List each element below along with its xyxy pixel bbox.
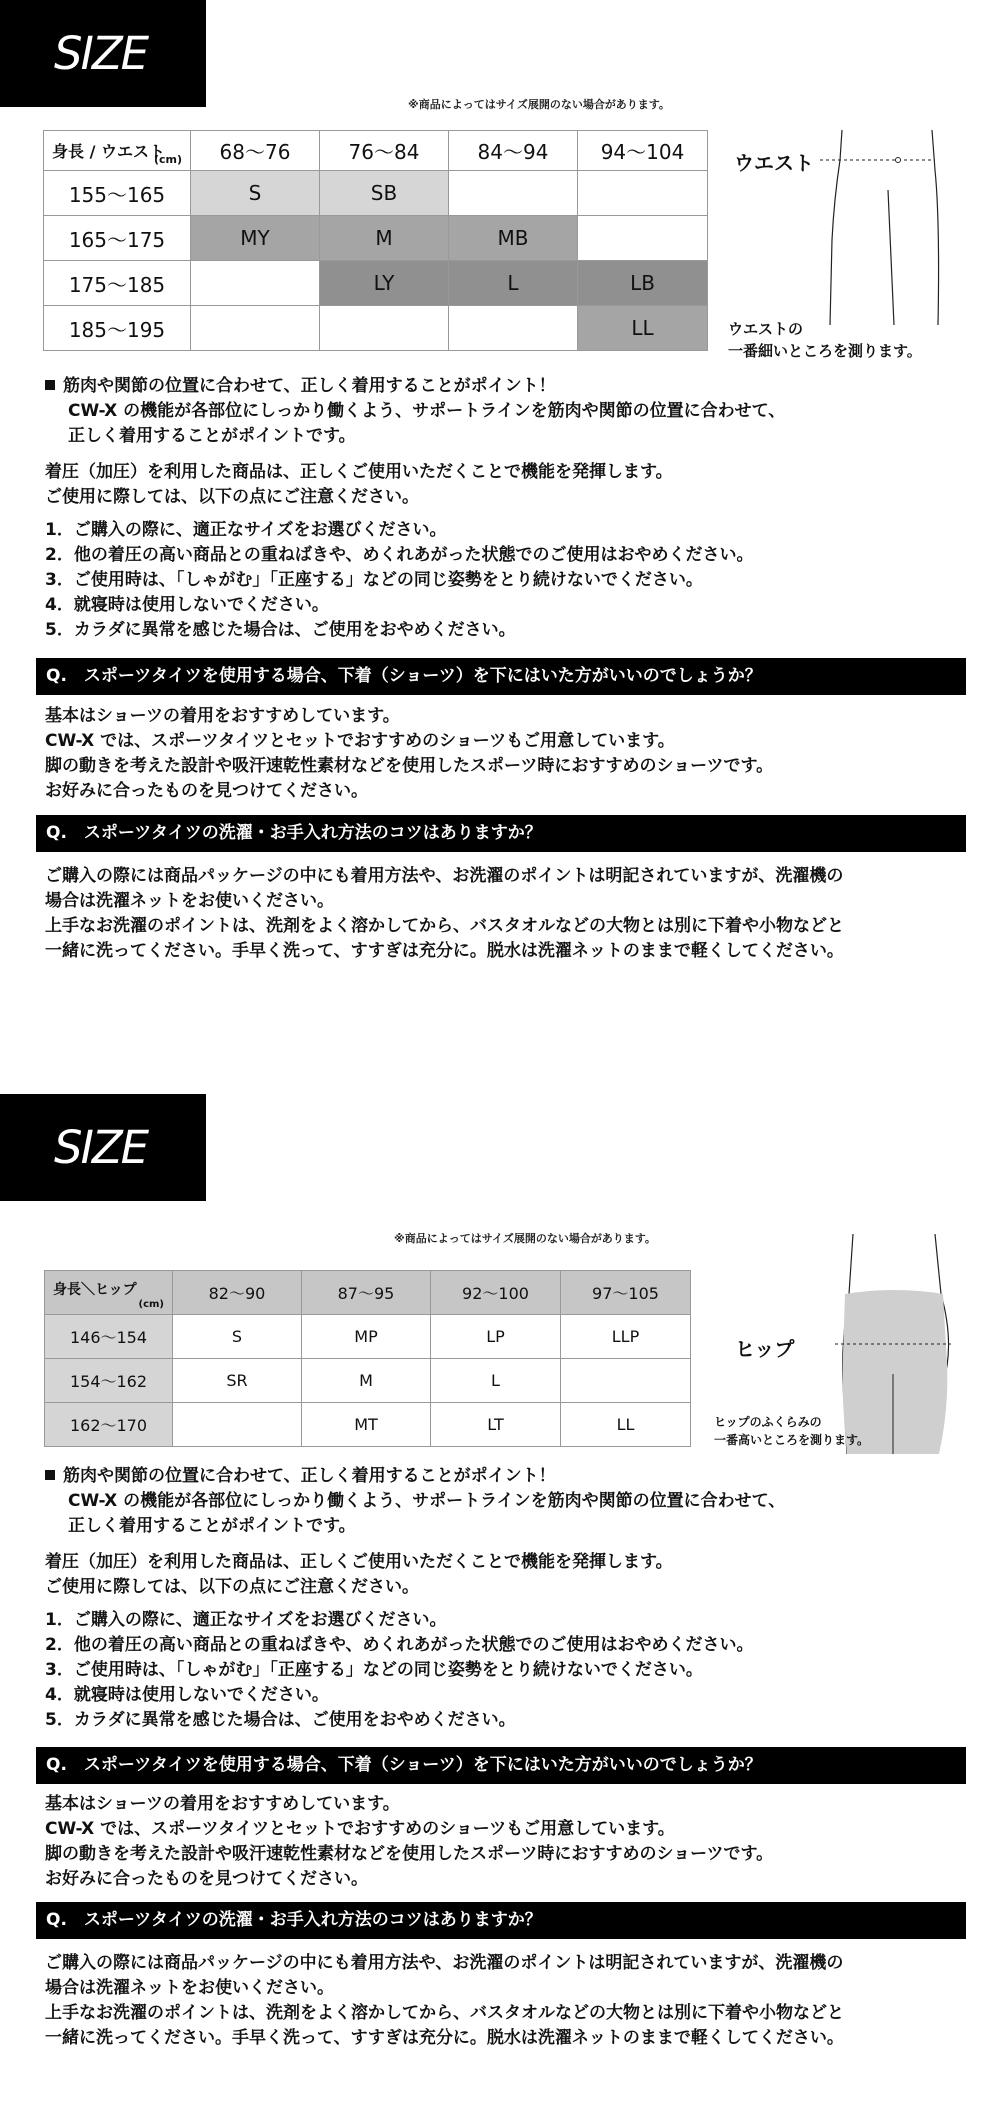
table-row bbox=[44, 261, 708, 306]
answer-text: ご購入の際には商品パッケージの中にも着用方法や、お洗濯のポイントは明記されていますが、洗濯機の bbox=[45, 1953, 844, 1973]
pressure-text: 着圧（加圧）を利用した商品は、正しくご使用いただくことで機能を発揮します。 bbox=[45, 1552, 673, 1572]
table-header-row bbox=[44, 131, 708, 171]
row-header: 162〜170 bbox=[45, 1403, 173, 1447]
row-header: 155〜165 bbox=[44, 171, 191, 216]
size-cell: LB bbox=[578, 261, 708, 306]
answer-text: ご購入の際には商品パッケージの中にも着用方法や、お洗濯のポイントは明記されていますが、洗濯機の bbox=[45, 866, 844, 886]
column-header: 82〜90 bbox=[173, 1271, 302, 1315]
question-bar: Q. スポーツタイツの洗濯・お手入れ方法のコツはありますか？ bbox=[36, 815, 966, 852]
answer-text: CW-X では、スポーツタイツとセットでおすすめのショーツもご用意しています。 bbox=[45, 731, 675, 751]
answer-text: お好みに合ったものを見つけてください。 bbox=[45, 1869, 368, 1889]
corner-label: 身長 / ウエスト bbox=[52, 142, 165, 161]
caution-item: 3．ご使用時は、「しゃがむ」「正座する」などの同じ姿勢をとり続けないでください。 bbox=[45, 570, 703, 590]
answer-text: 場合は洗濯ネットをお使いください。 bbox=[45, 1978, 334, 1998]
table-corner bbox=[45, 1271, 173, 1315]
size-cell bbox=[191, 306, 320, 351]
table-row bbox=[45, 1403, 691, 1447]
corner-label: 身長＼ヒップ bbox=[53, 1282, 137, 1298]
caution-item: 5．カラダに異常を感じた場合は、ご使用をおやめください。 bbox=[45, 620, 516, 640]
size-cell: LL bbox=[561, 1403, 691, 1447]
size-cell: S bbox=[191, 171, 320, 216]
size-cell: L bbox=[449, 261, 578, 306]
column-header: 68〜76 bbox=[191, 131, 320, 171]
row-header: 154〜162 bbox=[45, 1359, 173, 1403]
size-cell: SR bbox=[173, 1359, 302, 1403]
corner-unit: (cm) bbox=[153, 153, 182, 166]
answer-text: 基本はショーツの着用をおすすめしています。 bbox=[45, 706, 400, 726]
caution-item: 1．ご購入の際に、適正なサイズをお選びください。 bbox=[45, 520, 447, 540]
table-row bbox=[44, 306, 708, 351]
row-header: 175〜185 bbox=[44, 261, 191, 306]
column-header: 97〜105 bbox=[561, 1271, 691, 1315]
size-band: SIZE bbox=[0, 1094, 206, 1201]
table-row bbox=[45, 1315, 691, 1359]
caution-item: 3．ご使用時は、「しゃがむ」「正座する」などの同じ姿勢をとり続けないでください。 bbox=[45, 1660, 703, 1680]
hip-size-table bbox=[44, 1270, 691, 1447]
point-text: CW-X の機能が各部位にしっかり働くよう、サポートラインを筋肉や関節の位置に合わせて、 bbox=[68, 1491, 786, 1511]
waist-size-section bbox=[0, 0, 1000, 1010]
availability-note: ※商品によってはサイズ展開のない場合があります。 bbox=[408, 98, 670, 111]
table-row bbox=[44, 171, 708, 216]
size-cell: L bbox=[431, 1359, 561, 1403]
question-bar: Q. スポーツタイツの洗濯・お手入れ方法のコツはありますか？ bbox=[36, 1902, 966, 1939]
answer-text: 脚の動きを考えた設計や吸汗速乾性素材などを使用したスポーツ時におすすめのショーツです。 bbox=[45, 1844, 774, 1864]
column-header: 76〜84 bbox=[320, 131, 449, 171]
size-cell: MY bbox=[191, 216, 320, 261]
size-cell: LP bbox=[431, 1315, 561, 1359]
size-cell: LL bbox=[578, 306, 708, 351]
table-header-row bbox=[45, 1271, 691, 1315]
size-cell: LLP bbox=[561, 1315, 691, 1359]
waist-size-table bbox=[43, 130, 708, 351]
column-header: 87〜95 bbox=[302, 1271, 431, 1315]
caution-item: 2．他の着圧の高い商品との重ねばきや、めくれあがった状態でのご使用はおやめください。 bbox=[45, 545, 754, 565]
corner-unit: (cm) bbox=[138, 1299, 164, 1310]
row-header: 146〜154 bbox=[45, 1315, 173, 1359]
size-cell: MB bbox=[449, 216, 578, 261]
size-cell: LY bbox=[320, 261, 449, 306]
question-bar: Q. スポーツタイツを使用する場合、下着（ショーツ）を下にはいた方がいいのでしょうか？ bbox=[36, 1747, 966, 1784]
size-cell bbox=[449, 306, 578, 351]
size-cell: MT bbox=[302, 1403, 431, 1447]
size-cell: M bbox=[302, 1359, 431, 1403]
size-cell bbox=[191, 261, 320, 306]
answer-text: お好みに合ったものを見つけてください。 bbox=[45, 781, 368, 801]
waist-caption: ウエストの 一番細いところを測ります。 bbox=[728, 320, 922, 360]
column-header: 92〜100 bbox=[431, 1271, 561, 1315]
answer-text: 上手なお洗濯のポイントは、洗剤をよく溶かしてから、バスタオルなどの大物とは別に下着や小物などと bbox=[45, 916, 844, 936]
size-cell: S bbox=[173, 1315, 302, 1359]
answer-text: 基本はショーツの着用をおすすめしています。 bbox=[45, 1794, 400, 1814]
point-heading: 筋肉や関節の位置に合わせて、正しく着用することがポイント！ bbox=[45, 1464, 556, 1489]
column-header: 84〜94 bbox=[449, 131, 578, 171]
answer-text: 上手なお洗濯のポイントは、洗剤をよく溶かしてから、バスタオルなどの大物とは別に下着や小物などと bbox=[45, 2003, 844, 2023]
point-text: 正しく着用することがポイントです。 bbox=[68, 426, 356, 446]
size-cell: MP bbox=[302, 1315, 431, 1359]
answer-text: 一緒に洗ってください。手早く洗って、すすぎは充分に。脱水は洗濯ネットのままで軽くしてください。 bbox=[45, 2028, 844, 2048]
table-row bbox=[45, 1359, 691, 1403]
availability-note: ※商品によってはサイズ展開のない場合があります。 bbox=[394, 1232, 656, 1245]
pressure-text: 着圧（加圧）を利用した商品は、正しくご使用いただくことで機能を発揮します。 bbox=[45, 462, 673, 482]
row-header: 165〜175 bbox=[44, 216, 191, 261]
hip-caption: ヒップのふくらみの 一番高いところを測ります。 bbox=[714, 1415, 870, 1447]
caution-item: 2．他の着圧の高い商品との重ねばきや、めくれあがった状態でのご使用はおやめください。 bbox=[45, 1635, 754, 1655]
size-cell bbox=[320, 306, 449, 351]
point-heading: 筋肉や関節の位置に合わせて、正しく着用することがポイント！ bbox=[45, 374, 556, 399]
point-text: 正しく着用することがポイントです。 bbox=[68, 1516, 356, 1536]
caution-item: 1．ご購入の際に、適正なサイズをお選びください。 bbox=[45, 1610, 447, 1630]
column-header: 94〜104 bbox=[578, 131, 708, 171]
answer-text: 脚の動きを考えた設計や吸汗速乾性素材などを使用したスポーツ時におすすめのショーツです。 bbox=[45, 756, 774, 776]
size-cell bbox=[173, 1403, 302, 1447]
caution-item: 4．就寝時は使用しないでください。 bbox=[45, 1685, 329, 1705]
pressure-text: ご使用に際しては、以下の点にご注意ください。 bbox=[45, 1577, 419, 1597]
hip-label: ヒップ bbox=[735, 1337, 795, 1361]
size-cell: LT bbox=[431, 1403, 561, 1447]
row-header: 185〜195 bbox=[44, 306, 191, 351]
waist-label: ウエスト bbox=[734, 151, 814, 175]
size-band: SIZE bbox=[0, 0, 206, 107]
size-cell bbox=[578, 216, 708, 261]
waist-tights-illustration bbox=[820, 130, 950, 330]
hip-size-section bbox=[0, 1094, 1000, 2115]
answer-text: 場合は洗濯ネットをお使いください。 bbox=[45, 891, 334, 911]
answer-text: CW-X では、スポーツタイツとセットでおすすめのショーツもご用意しています。 bbox=[45, 1819, 675, 1839]
pressure-text: ご使用に際しては、以下の点にご注意ください。 bbox=[45, 487, 419, 507]
size-cell bbox=[578, 171, 708, 216]
answer-text: 一緒に洗ってください。手早く洗って、すすぎは充分に。脱水は洗濯ネットのままで軽くしてください。 bbox=[45, 941, 844, 961]
table-row bbox=[44, 216, 708, 261]
table-corner bbox=[44, 131, 191, 171]
size-cell: M bbox=[320, 216, 449, 261]
caution-item: 4．就寝時は使用しないでください。 bbox=[45, 595, 329, 615]
question-bar: Q. スポーツタイツを使用する場合、下着（ショーツ）を下にはいた方がいいのでしょうか？ bbox=[36, 658, 966, 695]
caution-item: 5．カラダに異常を感じた場合は、ご使用をおやめください。 bbox=[45, 1710, 516, 1730]
size-cell bbox=[449, 171, 578, 216]
square-bullet-icon bbox=[45, 1470, 55, 1480]
size-cell bbox=[561, 1359, 691, 1403]
size-cell: SB bbox=[320, 171, 449, 216]
square-bullet-icon bbox=[45, 380, 55, 390]
point-text: CW-X の機能が各部位にしっかり働くよう、サポートラインを筋肉や関節の位置に合わせて、 bbox=[68, 401, 786, 421]
